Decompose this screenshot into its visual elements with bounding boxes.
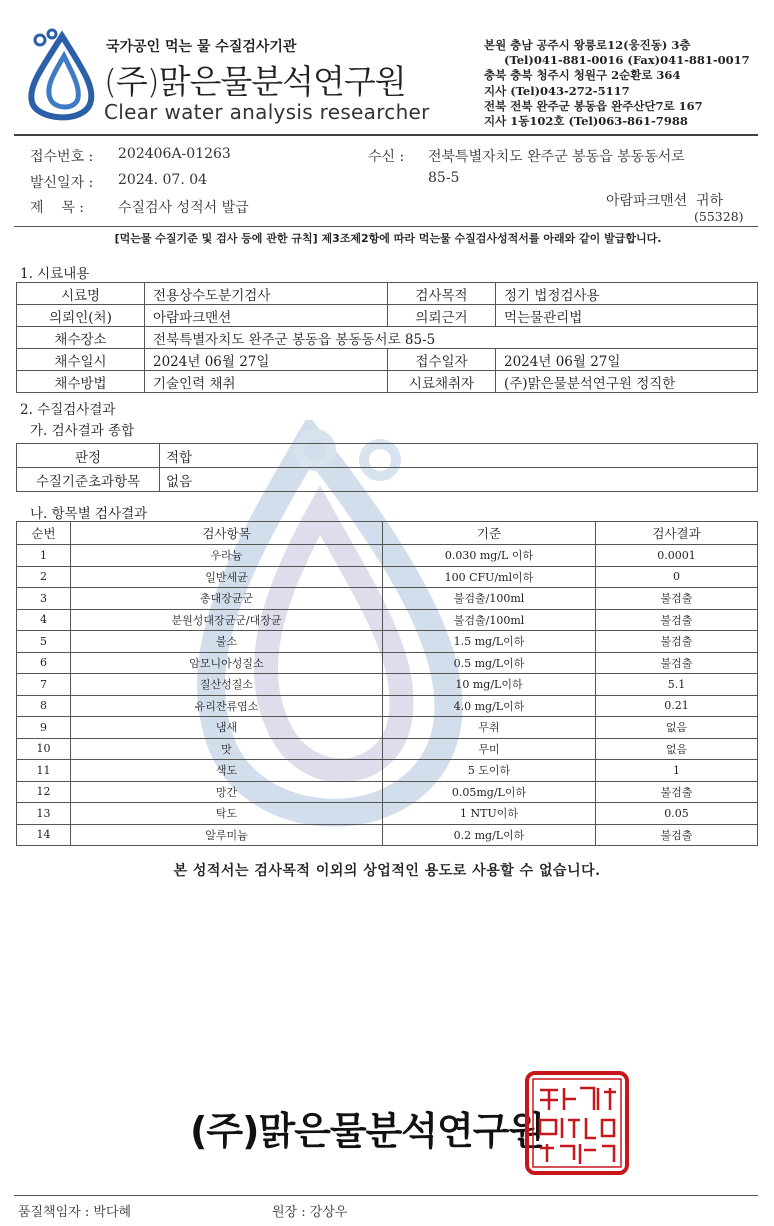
- row-number: 6: [17, 652, 71, 674]
- standard: 1.5 mg/L이하: [383, 631, 596, 653]
- test-item: 맛: [71, 738, 383, 760]
- org-tagline: 국가공인 먹는 물 수질검사기관: [106, 39, 297, 55]
- water-drop-logo-icon: [22, 28, 102, 128]
- company-signature-name: (주)맑은물분석연구원: [190, 1109, 545, 1153]
- test-item: 망간: [71, 781, 383, 803]
- row-number: 9: [17, 717, 71, 739]
- test-result: 불검출: [596, 781, 758, 803]
- table-row: [17, 695, 758, 717]
- table-row: [17, 545, 758, 567]
- section-title: 1. 시료내용: [20, 266, 90, 282]
- org-english-name: Clear water analysis researcher: [104, 100, 430, 124]
- test-result: 없음: [596, 717, 758, 739]
- item-results-table: [16, 521, 758, 846]
- label-cell: 의뢰인(처): [17, 305, 145, 327]
- subject: 수질검사 성적서 발급: [118, 200, 249, 216]
- table-row: [17, 781, 758, 803]
- row-number: 12: [17, 781, 71, 803]
- standard: 0.030 mg/L 이하: [383, 545, 596, 567]
- test-result: 불검출: [596, 824, 758, 846]
- label-cell: 의뢰근거: [388, 305, 496, 327]
- sampling-method: 기술인력 채취: [145, 371, 388, 393]
- test-item: 질산성질소: [71, 674, 383, 696]
- label-cell: 검사목적: [388, 283, 496, 305]
- recipient-name: 아람파크맨션 귀하: [606, 193, 724, 209]
- column-header: 기준: [383, 522, 596, 545]
- test-result: 불검출: [596, 652, 758, 674]
- standard: 불검출/100ml: [383, 588, 596, 610]
- address-block: [484, 38, 750, 129]
- row-number: 4: [17, 609, 71, 631]
- sampling-date: 2024년 06월 27일: [145, 349, 388, 371]
- test-item: 탁도: [71, 803, 383, 825]
- result-summary-table: [16, 443, 758, 492]
- exceeded-items: 없음: [160, 468, 758, 492]
- issue-notice: [먹는물 수질기준 및 검사 등에 관한 규칙] 제3조제2항에 따라 먹는물 수질검사성적서를 아래와 같이 발급합니다.: [114, 232, 662, 245]
- table-row: [17, 652, 758, 674]
- table-row: [17, 588, 758, 610]
- table-row: [17, 824, 758, 846]
- label-cell: 채수일시: [17, 349, 145, 371]
- test-result: 불검출: [596, 609, 758, 631]
- inspection-purpose: 정기 법정검사용: [496, 283, 758, 305]
- test-result: 불검출: [596, 588, 758, 610]
- director: 원장 : 강상우: [272, 1205, 348, 1220]
- row-number: 1: [17, 545, 71, 567]
- test-item: 분원성대장균군/대장균: [71, 609, 383, 631]
- row-number: 3: [17, 588, 71, 610]
- test-result: 0.21: [596, 695, 758, 717]
- test-item: 암모니아성질소: [71, 652, 383, 674]
- row-number: 8: [17, 695, 71, 717]
- table-row: [17, 349, 758, 371]
- recipient-address-1: 전북특별자치도 완주군 봉동읍 봉동동서로: [428, 149, 685, 165]
- table-row: [17, 631, 758, 653]
- row-number: 13: [17, 803, 71, 825]
- recipient-zip: (55328): [694, 209, 744, 224]
- test-item: 냄새: [71, 717, 383, 739]
- table-row: [17, 717, 758, 739]
- usage-restriction-note: 본 성적서는 검사목적 이외의 상업적인 용도로 사용할 수 없습니다.: [173, 863, 601, 879]
- table-row: [17, 305, 758, 327]
- recipient-address-2: 85-5: [428, 170, 460, 186]
- standard: 0.05mg/L이하: [383, 781, 596, 803]
- test-item: 색도: [71, 760, 383, 782]
- test-result: 불검출: [596, 631, 758, 653]
- table-row: [17, 327, 758, 349]
- label-cell: 수질기준초과항목: [17, 468, 160, 492]
- sent-date-label: 발신일자 :: [30, 175, 94, 191]
- row-number: 2: [17, 566, 71, 588]
- address-line: 충북 충북 청주시 청원구 2순환로 364: [484, 68, 681, 83]
- header-divider: [14, 134, 758, 136]
- column-header: 순번: [17, 522, 71, 545]
- address-line: 지사 (Tel)043-272-5117: [484, 83, 630, 98]
- quality-manager: 품질책임자 : 박다혜: [18, 1205, 132, 1220]
- company-seal-stamp: [524, 1070, 630, 1176]
- label-cell: 시료채취자: [388, 371, 496, 393]
- receipt-label: 접수번호 :: [30, 149, 94, 165]
- test-result: 0.05: [596, 803, 758, 825]
- notice-divider: [14, 226, 758, 227]
- address-line: 본원 충남 공주시 왕릉로12(웅진동) 3층: [484, 38, 691, 52]
- recipient-label: 수신 :: [368, 149, 405, 165]
- standard: 무취: [383, 717, 596, 739]
- table-row: [17, 468, 758, 492]
- subsection-title: 나. 항목별 검사결과: [30, 506, 148, 522]
- sample-name: 전용상수도분기검사: [145, 283, 388, 305]
- address-line: 지사 1동102호 (Tel)063-861-7988: [484, 114, 688, 129]
- subsection-title: 가. 검사결과 종합: [30, 423, 135, 439]
- test-result: 0.0001: [596, 545, 758, 567]
- org-name: (주)맑은물분석연구원: [104, 62, 406, 101]
- verdict: 적합: [160, 444, 758, 468]
- table-header-row: [17, 522, 758, 545]
- standard: 0.2 mg/L이하: [383, 824, 596, 846]
- table-row: [17, 674, 758, 696]
- test-item: 알루미늄: [71, 824, 383, 846]
- table-row: [17, 760, 758, 782]
- table-row: [17, 609, 758, 631]
- test-item: 우라늄: [71, 545, 383, 567]
- table-row: [17, 371, 758, 393]
- standard: 5 도이하: [383, 760, 596, 782]
- test-item: 총대장균군: [71, 588, 383, 610]
- subject-label: 제 목 :: [30, 200, 85, 216]
- row-number: 11: [17, 760, 71, 782]
- request-basis: 먹는물관리법: [496, 305, 758, 327]
- label-cell: 채수장소: [17, 327, 145, 349]
- sent-date: 2024. 07. 04: [118, 172, 208, 188]
- table-row: [17, 566, 758, 588]
- sampling-location: 전북특별자치도 완주군 봉동읍 봉동동서로 85-5: [145, 327, 758, 349]
- test-result: 5.1: [596, 674, 758, 696]
- table-row: [17, 283, 758, 305]
- test-result: 없음: [596, 738, 758, 760]
- column-header: 검사결과: [596, 522, 758, 545]
- column-header: 검사항목: [71, 522, 383, 545]
- label-cell: 채수방법: [17, 371, 145, 393]
- table-row: [17, 738, 758, 760]
- results-body: [17, 545, 758, 846]
- receipt-number: 202406A-01263: [118, 146, 231, 162]
- label-cell: 접수일자: [388, 349, 496, 371]
- address-line: (Tel)041-881-0016 (Fax)041-881-0017: [484, 53, 750, 68]
- footer-divider: [14, 1195, 758, 1196]
- receipt-date: 2024년 06월 27일: [496, 349, 758, 371]
- section-title: 2. 수질검사결과: [20, 402, 116, 418]
- standard: 4.0 mg/L이하: [383, 695, 596, 717]
- address-line: 전북 전북 완주군 봉동읍 완주산단7로 167: [484, 98, 703, 113]
- test-item: 불소: [71, 631, 383, 653]
- row-number: 14: [17, 824, 71, 846]
- test-result: 0: [596, 566, 758, 588]
- standard: 10 mg/L이하: [383, 674, 596, 696]
- sample-info-table: [16, 282, 758, 393]
- table-row: [17, 444, 758, 468]
- label-cell: 시료명: [17, 283, 145, 305]
- sample-collector: (주)맑은물분석연구원 정직한: [496, 371, 758, 393]
- standard: 0.5 mg/L이하: [383, 652, 596, 674]
- standard: 100 CFU/ml이하: [383, 566, 596, 588]
- row-number: 7: [17, 674, 71, 696]
- row-number: 5: [17, 631, 71, 653]
- standard: 무미: [383, 738, 596, 760]
- requester: 아람파크맨션: [145, 305, 388, 327]
- test-item: 유리잔류염소: [71, 695, 383, 717]
- standard: 불검출/100ml: [383, 609, 596, 631]
- label-cell: 판정: [17, 444, 160, 468]
- row-number: 10: [17, 738, 71, 760]
- test-item: 일반세균: [71, 566, 383, 588]
- standard: 1 NTU이하: [383, 803, 596, 825]
- table-row: [17, 803, 758, 825]
- test-result: 1: [596, 760, 758, 782]
